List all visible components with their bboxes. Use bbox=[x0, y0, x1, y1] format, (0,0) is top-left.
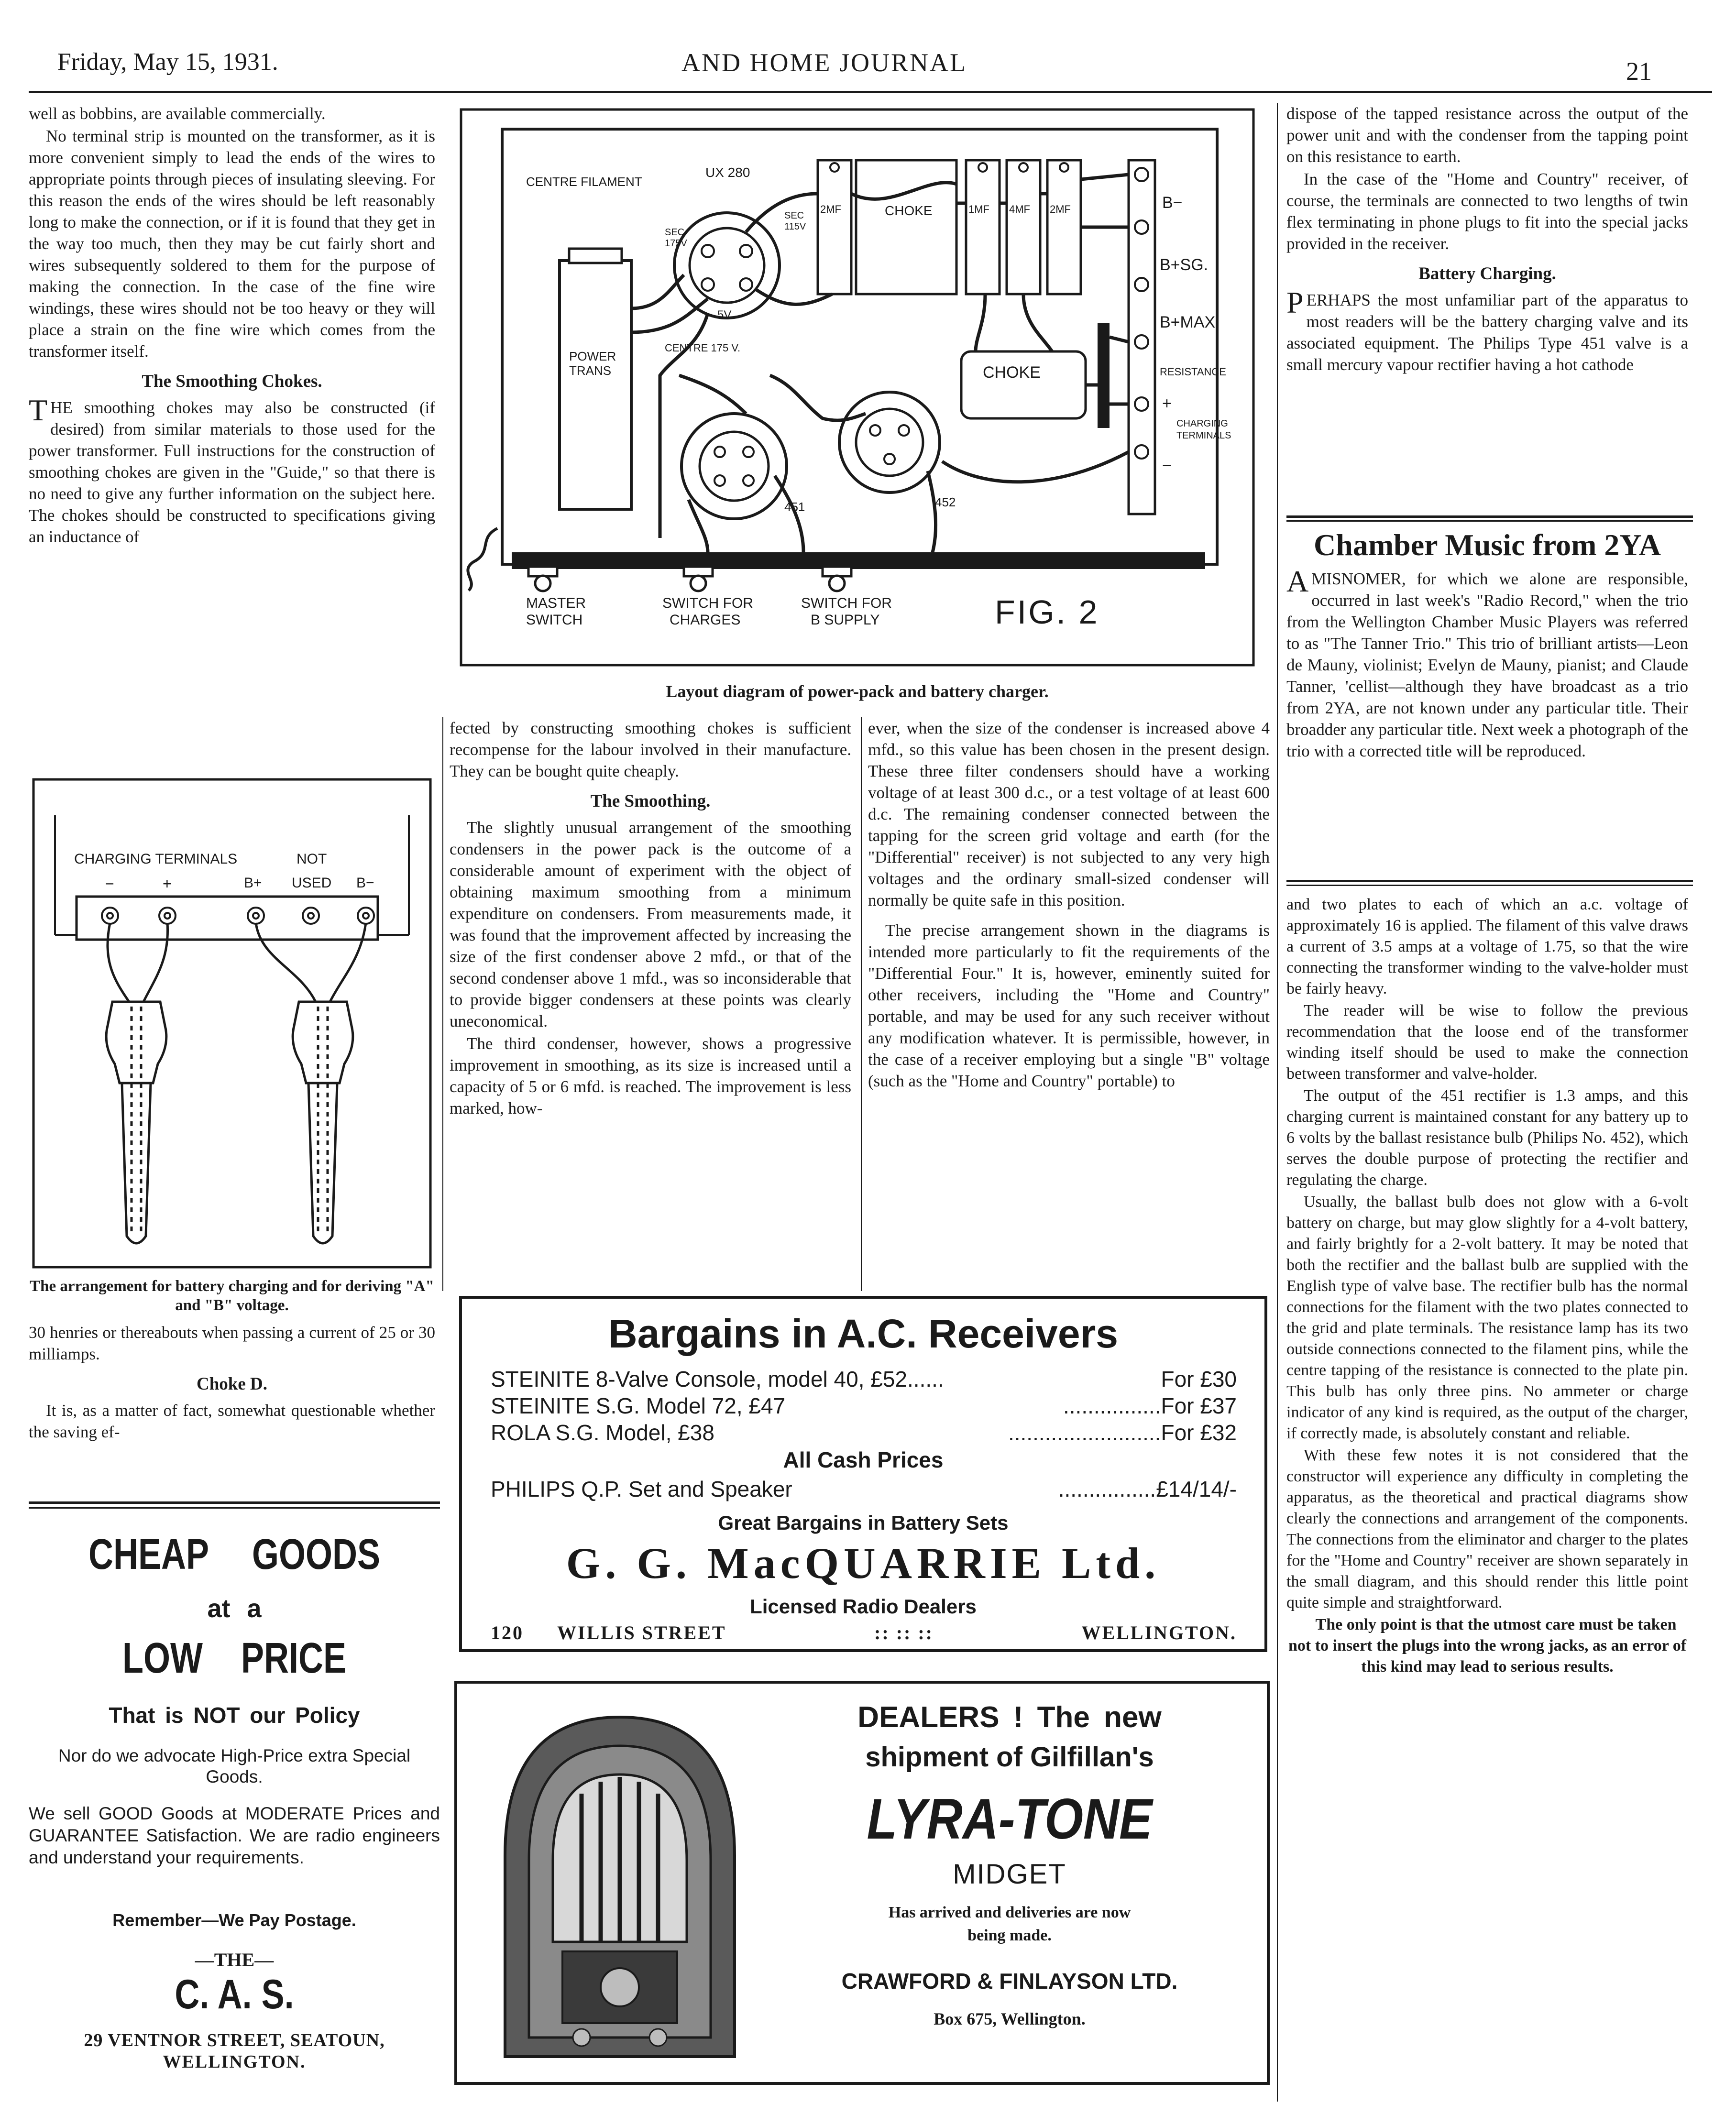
chamber-bottom-rule-2 bbox=[1286, 885, 1693, 886]
fig2-label-terminals: TERMINALS bbox=[1176, 430, 1231, 441]
col1-chokes-text: HE smoothing chokes may also be constructed (if desired) from similar materials to those used for the power transformer. Full instructions for the construction of smoothing chokes are given in the "Guide," so that there is no need to give any further information on the subject here. The chokes should be constructed to specifications giving an inductance of bbox=[29, 398, 435, 546]
col1-chokes-paragraph bbox=[29, 393, 435, 548]
col1-para2: No terminal strip is mounted on the transformer, as it is more convenient simply to lead the ends of the wires to appropriate points through pieces of insulating sleeving. For this reason the ends of the wires should be left reasonably long to make the connection, or if it is found that they get in the way too much, then they may be cut fairly short and wires subsequently soldered to them for the purpose of making the connection. In the case of the fine wire windings, these wires should not be too heavy or they will place a strain on the fine wire which comes from the transformer itself. bbox=[29, 127, 435, 361]
bargain-item-3-price: For £32 bbox=[1161, 1420, 1237, 1445]
label-minus: − bbox=[105, 875, 114, 892]
bargains-title: Bargains in A.C. Receivers bbox=[608, 1311, 1118, 1356]
chamber-heading: Chamber Music from 2YA bbox=[1314, 528, 1661, 562]
bargains-company: G. G. MacQUARRIE Ltd. bbox=[566, 1539, 1161, 1588]
bargains-ad bbox=[459, 1296, 1267, 1652]
fig2-label-switch-charges-2: CHARGES bbox=[670, 612, 741, 628]
page-number: 21 bbox=[1626, 57, 1652, 86]
col1-choke-d-text: It is, as a matter of fact, somewhat questionable whether the saving ef- bbox=[29, 1401, 435, 1441]
label-plus: + bbox=[163, 875, 172, 892]
fig2-label-bmax: B+MAX bbox=[1160, 313, 1216, 331]
chamber-paragraph bbox=[1286, 564, 1688, 762]
column-3 bbox=[868, 717, 1270, 1093]
cas-line-sell-good: We sell GOOD Goods at MODERATE Prices and GUARANTEE Satisfaction. We are radio engineers and understand your requirements. bbox=[29, 1804, 440, 1867]
cas-goods: GOODS bbox=[252, 1531, 381, 1578]
bargain-item-1 bbox=[491, 1366, 1237, 1392]
address-street: WILLIS STREET bbox=[557, 1622, 726, 1643]
bargain-item-1-dots: ...... bbox=[907, 1367, 944, 1391]
col4-battery-text: ERHAPS the most unfamiliar part of the apparatus to most readers will be the battery charging valve and its associated equipment. The Philips Type 451 valve is a small mercury vapour rectifier having a hot cathode bbox=[1286, 291, 1688, 374]
col4-para3: and two plates to each of which an a.c. voltage of approximately 16 is applied. The filament of this valve draws a current of 3.5 amps at a voltage of 1.75, so that the wire connecting the transformer winding to the valve-holder must be fairly heavy. bbox=[1286, 896, 1688, 997]
cas-line-cheap-goods bbox=[29, 1530, 440, 1579]
fig2-label-2mf-b: 2MF bbox=[1050, 203, 1071, 215]
heading-smoothing: The Smoothing. bbox=[590, 791, 711, 811]
col2-para1: fected by constructing smoothing chokes is sufficient recompense for the labour involved in their manufacture. They can be bought quite cheaply. bbox=[450, 719, 851, 780]
fig2-label-451: 451 bbox=[784, 500, 805, 514]
chamber-top-rule bbox=[1286, 515, 1693, 518]
fig2-label-trans: TRANS bbox=[569, 363, 612, 378]
lyratone-line-arrived: Has arrived and deliveries are now being made. bbox=[888, 1904, 1131, 1944]
column-2 bbox=[450, 717, 851, 1120]
col2-para2: The slightly unusual arrangement of the smoothing condensers in the power pack is the outcome of a considerable amount of experiment with the object of obtaining maximum smoothing from a minimum expenditure on condensers. From measurements made, it was found that the improvement affected by increasing the size of the first condenser above 2 mfd., or that of the second condenser above 1 mfd., was so inconsiderable that to provide bigger condensers at these points was clearly uneconomical. bbox=[450, 818, 851, 1030]
fig2-label-sec115: SEC 115V bbox=[784, 210, 806, 232]
masthead-date: Friday, May 15, 1931. bbox=[57, 48, 278, 76]
bargains-cash: All Cash Prices bbox=[783, 1447, 944, 1472]
philips-name: PHILIPS Q.P. Set and Speaker bbox=[491, 1477, 792, 1501]
label-bminus: B− bbox=[356, 875, 374, 891]
fig2-label-choke-top: CHOKE bbox=[885, 203, 933, 218]
masthead-rule bbox=[29, 91, 1712, 93]
bargain-item-2-dots: ................ bbox=[1063, 1393, 1161, 1418]
col1-para1: well as bobbins, are available commercially. bbox=[29, 104, 326, 123]
cas-price: PRICE bbox=[241, 1634, 346, 1682]
fig2-label-ux280: UX 280 bbox=[705, 165, 750, 180]
lyratone-line-box: Box 675, Wellington. bbox=[934, 2009, 1086, 2028]
philips-price: £14/14/- bbox=[1156, 1477, 1237, 1501]
fig2-label-bminus: B− bbox=[1162, 194, 1183, 212]
col4-para5: The output of the 451 rectifier is 1.3 amps, and this charging current is maintained constant for any battery up to 6 volts by the ballast resistance bulb (Philips No. 452), which serves the double purpose of protecting the rectifier and regulating the charge. bbox=[1286, 1087, 1688, 1189]
fig2-label-minus: − bbox=[1162, 457, 1172, 475]
small-diagram-caption: The arrangement for battery charging and for deriving "A" and "B" voltage. bbox=[30, 1278, 434, 1314]
col4-para6: Usually, the ballast bulb does not glow with a 6-volt battery on charge, but may glow slightly for a 4-volt battery, and fairly brightly for a 2-volt battery. It may be noted that both the rectifier and the ballast bulb are supplied with the English type of valve base. The rectifier bulb has the normal connections for the filament with the two plates connected to the grid and plate terminals. The resistance lamp has its two outside connections connected to the filament pins, while the centre tapping of the resistance is connected to the plate pin. This bulb has only three pins. No ammeter or charge indicator of any kind is required, as the output of the charger, if correctly made, is absolutely constant and reliable. bbox=[1286, 1193, 1688, 1442]
fig2-label-4mf: 4MF bbox=[1009, 203, 1030, 215]
cas-low: LOW bbox=[122, 1634, 203, 1682]
fig2-svg bbox=[459, 108, 1255, 667]
bargain-item-1-name: STEINITE 8-Valve Console, model 40, £52 bbox=[491, 1367, 908, 1391]
masthead-title: AND HOME JOURNAL bbox=[681, 48, 967, 77]
column-rule-2 bbox=[861, 717, 862, 1291]
address-separator: :: :: :: bbox=[874, 1622, 934, 1643]
bargain-item-1-price: For £30 bbox=[1161, 1367, 1237, 1391]
fig2-label-master-2: SWITCH bbox=[526, 612, 583, 628]
fig2-label-switch-b-1: SWITCH FOR bbox=[801, 595, 892, 611]
drop-cap: T bbox=[29, 393, 48, 427]
drop-cap-a: A bbox=[1286, 564, 1309, 598]
small-diagram bbox=[31, 777, 433, 1270]
cas-line-postage: Remember—We Pay Postage. bbox=[112, 1910, 356, 1930]
col4-para2: In the case of the "Home and Country" receiver, of course, the terminals are connected to two lengths of twin flex terminating in phone plugs to fit into the special jacks provided in the receiver. bbox=[1286, 170, 1688, 253]
fig2-label-plus: + bbox=[1162, 394, 1172, 413]
cas-cheap: CHEAP bbox=[88, 1531, 209, 1578]
fig2-label-1mf: 1MF bbox=[968, 203, 989, 215]
bargains-items bbox=[491, 1366, 1237, 1446]
fig2-caption: Layout diagram of power-pack and battery charger. bbox=[666, 682, 1049, 701]
bargain-item-3-name: ROLA S.G. Model, £38 bbox=[491, 1420, 714, 1445]
cas-line-policy: That is NOT our Policy bbox=[109, 1703, 360, 1728]
chamber-text: MISNOMER, for which we alone are responsible, occurred in last week's "Radio Record," when the trio from the Wellington Chamber Music Players was referred to as "The Tanner Trio." This trio of brilliant artists—Leon de Mauny, violinist; Evelyn de Mauny, pianist; and Claude Tanner, 'cellist—although they have broadcast as a trio from 2YA, are not known under any particular title. Their broadder any particular title. Next week a photograph of the trio with a corrected title will be reproduced. bbox=[1286, 570, 1688, 760]
cas-ad-top-rule-2 bbox=[29, 1507, 440, 1509]
bargain-item-3-dots: ......................... bbox=[1008, 1420, 1161, 1445]
fig2-label-2mf-a: 2MF bbox=[820, 203, 841, 215]
masthead bbox=[0, 0, 1736, 96]
lyratone-line-midget: MIDGET bbox=[953, 1859, 1066, 1890]
fig2-label-centre-filament: CENTRE FILAMENT bbox=[526, 175, 642, 189]
col4-para8: The only point is that the utmost care must be taken not to insert the plugs into the wrong jacks, as an error of this kind may lead to serious results. bbox=[1288, 1616, 1687, 1676]
col3-para2: The precise arrangement shown in the diagrams is intended more particularly to fit the requirements of the "Differential Four." It is, however, eminently suited for other receivers, including the "Home and Country" portable, and may be used for any such receiver without any modification whatever. It is permissible, however, in the case of a receiver employing but a single "B" voltage (such as the "Home and Country" portable) to bbox=[868, 921, 1270, 1090]
column-rule-1 bbox=[442, 717, 443, 1291]
bargains-address bbox=[491, 1621, 1237, 1644]
column-1-bottom bbox=[29, 1277, 435, 1444]
lyratone-line-dealers: DEALERS ! The new bbox=[857, 1701, 1162, 1734]
fig2-label-switch-charges-1: SWITCH FOR bbox=[662, 595, 753, 611]
column-4-bottom bbox=[1286, 894, 1688, 1678]
bargains-battery-sets: Great Bargains in Battery Sets bbox=[718, 1512, 1009, 1534]
label-bplus: B+ bbox=[244, 875, 262, 891]
bargain-item-2-price: For £37 bbox=[1161, 1393, 1237, 1418]
label-used: USED bbox=[292, 875, 332, 891]
fig2-label-master-1: MASTER bbox=[526, 595, 586, 611]
fig2-label-bsg: B+SG. bbox=[1160, 256, 1209, 274]
fig2-label-switch-b-2: B SUPPLY bbox=[811, 612, 880, 628]
cas-ad-top-rule bbox=[29, 1501, 440, 1504]
col4-para4: The reader will be wise to follow the previous recommendation that the loose end of the transformer winding itself should be used to make the connection between transformer and valve-holder. bbox=[1286, 1002, 1688, 1083]
bargain-item-3 bbox=[491, 1419, 1237, 1446]
fig2-label-452: 452 bbox=[935, 495, 956, 509]
label-not: NOT bbox=[297, 851, 327, 867]
cas-line-name: C. A. S. bbox=[175, 1972, 294, 2017]
heading-smoothing-chokes: The Smoothing Chokes. bbox=[142, 372, 322, 391]
cas-ad bbox=[29, 1513, 440, 2072]
chamber-top-rule-2 bbox=[1286, 520, 1693, 522]
bargains-licensed: Licensed Radio Dealers bbox=[750, 1595, 977, 1618]
col4-para1: dispose of the tapped resistance across the output of the power unit and with the condenser from the tapping point on this resistance to earth. bbox=[1286, 104, 1688, 166]
fig2-label-charging: CHARGING bbox=[1176, 418, 1228, 429]
col4-battery-paragraph bbox=[1286, 285, 1688, 375]
column-1-top bbox=[29, 103, 435, 548]
col1-henries: 30 henries or thereabouts when passing a current of 25 or 30 milliamps. bbox=[29, 1323, 435, 1363]
column-4-top bbox=[1286, 103, 1688, 376]
column-rule-3 bbox=[1277, 103, 1278, 2102]
lyratone-line-shipment: shipment of Gilfillan's bbox=[865, 1742, 1154, 1773]
cas-line-at-a: at a bbox=[207, 1594, 262, 1623]
radio-illustration bbox=[486, 1703, 754, 2066]
bargain-item-2 bbox=[491, 1392, 1237, 1419]
cas-line-advocate: Nor do we advocate High-Price extra Special Goods. bbox=[58, 1746, 411, 1786]
fig2-label-5v: 5V bbox=[717, 308, 732, 321]
fig2-label-power: POWER bbox=[569, 349, 616, 363]
chamber-bottom-rule bbox=[1286, 880, 1693, 882]
address-city: WELLINGTON. bbox=[1081, 1622, 1237, 1643]
fig2-label-resistance: RESISTANCE bbox=[1160, 366, 1226, 378]
col3-para1: ever, when the size of the condenser is increased above 4 mfd., so this value has been chosen in the present design. These three filter condensers should have a working voltage of at least 300 d.c., or a test voltage of at least 600 d.c. The remaining condenser connected between the tapping for the screen grid voltage and earth (for the "Differential" receiver) is not subjected to any very high voltages and the ordinary small-sized condenser will normally be quite safe in this position. bbox=[868, 719, 1270, 909]
address-number: 120 bbox=[491, 1622, 524, 1643]
philips-dots: ................ bbox=[1058, 1477, 1156, 1501]
label-charging-terminals: CHARGING TERMINALS bbox=[74, 851, 238, 867]
chamber-music-box bbox=[1286, 526, 1688, 763]
col4-para7: With these few notes it is not considered that the constructor will experience any difficulty in completing the apparatus, as the theoretical and practical diagrams show clearly the connections and arrangement of the components. The connections from the eliminator and charger to the plates for the "Home and Country" receiver are shown separately in the small diagram, and this should render this little point quite simple and straightforward. bbox=[1286, 1446, 1688, 1611]
col2-para3: The third condenser, however, shows a progressive improvement in smoothing, as its size is increased until a capacity of 5 or 6 mfd. is reached. The improvement is less marked, how- bbox=[450, 1034, 851, 1117]
cas-line-street: 29 VENTNOR STREET, SEATOUN, bbox=[84, 2030, 385, 2050]
bargain-item-2-name: STEINITE S.G. Model 72, £47 bbox=[491, 1393, 786, 1418]
fig2-label-fig: FIG. 2 bbox=[995, 593, 1099, 631]
fig2-label-centre175: CENTRE 175 V. bbox=[665, 342, 741, 354]
cas-line-low-price bbox=[29, 1634, 440, 1683]
fig2-diagram bbox=[459, 108, 1255, 667]
drop-cap-p: P bbox=[1286, 285, 1304, 319]
lyratone-line-company: CRAWFORD & FINLAYSON LTD. bbox=[841, 1969, 1178, 1994]
cas-line-the: —THE— bbox=[195, 1949, 274, 1971]
heading-choke-d: Choke D. bbox=[196, 1374, 268, 1394]
cas-line-city: WELLINGTON. bbox=[163, 2052, 306, 2072]
fig2-label-choke-mid: CHOKE bbox=[983, 363, 1041, 382]
heading-battery-charging: Battery Charging. bbox=[1418, 264, 1556, 284]
bargains-philips bbox=[491, 1476, 1237, 1502]
lyratone-line-brand: LYRA-TONE bbox=[867, 1787, 1153, 1851]
fig2-label-sec175: SEC 175V bbox=[665, 227, 687, 249]
lyratone-ad bbox=[454, 1681, 1270, 2085]
